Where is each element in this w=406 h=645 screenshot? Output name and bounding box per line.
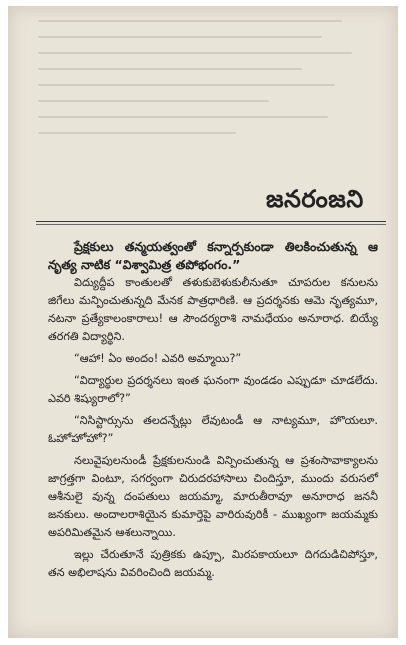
bleed-through-text: [38, 20, 368, 170]
paragraph: నలువైపులనుండీ ప్రేక్షకులనుండి విన్పించుతున్న ఆ ప్రశంసావాక్యాలను జాగ్రత్తగా వింటూ, సగర్వంగా చిరుదరహాసాలు చిందిస్తూ, ముందు వరుసలో ఆశీనులై వున్న దంపతులు జయమ్మా, మారుతీరావూ అనూరాధ జననీ జనకులు. అందాలరాశియైన కుమార్తెపై వారిరువురికీ - ముఖ్యంగా జయమ్మకు అపరిమితమైన ఆశలున్నాయి.: [48, 454, 378, 539]
paragraph: “ఆహా! ఏం అందం! ఎవరి అమ్మాయి?”: [74, 352, 242, 365]
chapter-body: [48, 238, 378, 582]
title-rule: [36, 221, 386, 222]
paragraph: విద్యుద్దీప కాంతులతో తళుకుబెళుకులీనుతూ చూపరుల కనులను జిగేలు మన్పించుతున్నది మేనక పాత్రధారిణి. ఆ ప్రదర్శనకు ఆమె నృత్యమూ, నటనా ప్రత్యేకాలంకారాలు! ఆ సౌందర్యరాశి నామధేయం అనూరాధ. బియ్యే తరగతి విద్యార్థిని.: [48, 276, 378, 343]
paragraph: ఇల్లు చేరుతూనే పుత్రికకు ఉప్పూ, మిరపకాయలూ దిగదుడిచిపోస్తూ, తన అభిలాషను వివరించింది జయమ్మ.: [48, 548, 378, 579]
paragraph: ప్రేక్షకులు తన్మయత్వంతో కన్నార్పకుండా తిలకించుతున్న ఆ నృత్య నాటిక “విశ్వామిత్ర తపోభంగం.”: [48, 239, 378, 272]
book-page: [8, 6, 398, 638]
paragraph: “విద్యార్థుల ప్రదర్శనలు ఇంత ఘనంగా వుండడం ఎప్పుడూ చూడలేదు. ఎవరి శిష్యురాలో?”: [48, 374, 378, 405]
paragraph: “నిసిస్టార్సును తలదన్నేట్లు లేవుటండీ ఆ నాట్యమూ, హొయలూ. ఓహోహోహో?”: [48, 414, 378, 445]
chapter-title: జనరంజని: [266, 184, 364, 213]
